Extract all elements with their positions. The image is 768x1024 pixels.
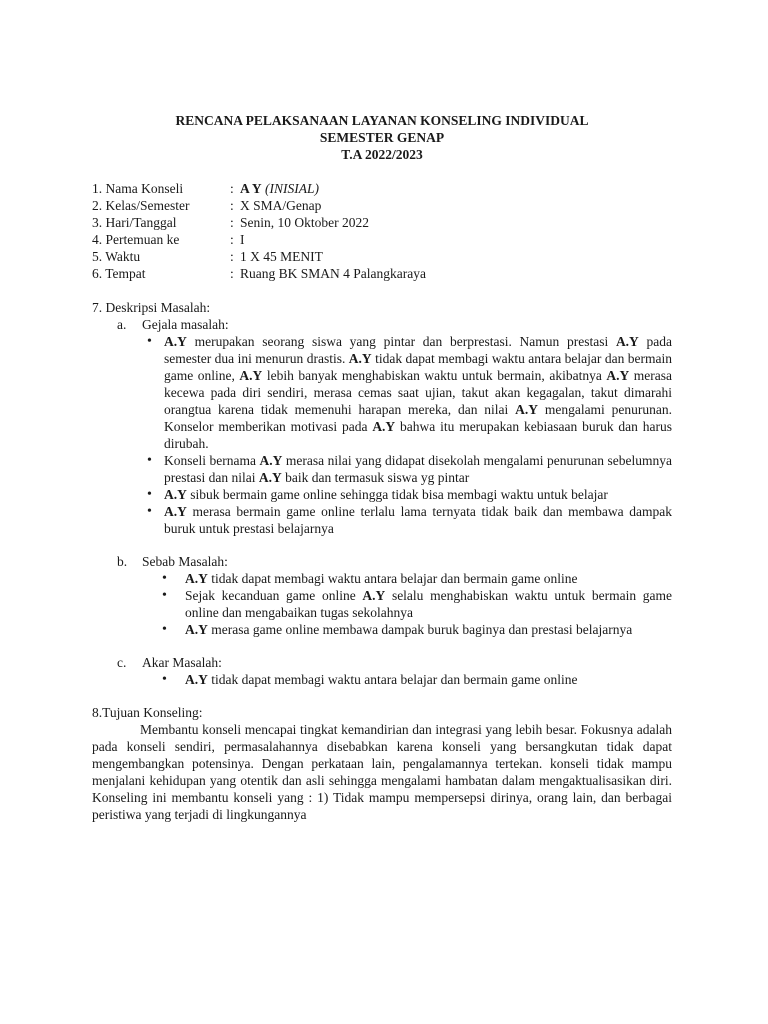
title-line-1: RENCANA PELAKSANAAN LAYANAN KONSELING INDIVIDUAL bbox=[175, 113, 589, 128]
identity-separator: : bbox=[230, 232, 234, 247]
subsection-mark: a. bbox=[117, 317, 127, 332]
spacer bbox=[92, 537, 672, 553]
identity-label: 5. Waktu bbox=[92, 249, 141, 264]
spacer bbox=[92, 282, 672, 299]
list-item: • A.Y tidak dapat membagi waktu antara belajar dan bermain game online bbox=[185, 671, 672, 688]
section-tujuan-konseling bbox=[92, 704, 672, 823]
identity-separator: : bbox=[230, 249, 234, 264]
title-line-2: SEMESTER GENAP bbox=[319, 130, 445, 145]
identity-separator: : bbox=[230, 215, 234, 230]
subsection-label: Gejala masalah: bbox=[142, 317, 229, 332]
identity-list bbox=[92, 180, 672, 282]
subsection-mark: b. bbox=[117, 554, 128, 569]
identity-separator: : bbox=[230, 198, 234, 213]
subsection-mark: c. bbox=[117, 655, 127, 670]
identity-value-italic: (INISIAL) bbox=[265, 181, 320, 196]
spacer bbox=[92, 638, 672, 654]
identity-row-kelas bbox=[92, 197, 672, 214]
bullet-list-gejala bbox=[92, 333, 672, 537]
subsection-label: Sebab Masalah: bbox=[142, 554, 228, 569]
list-item: • A.Y sibuk bermain game online sehingga tidak bisa membagi waktu untuk belajar bbox=[164, 486, 672, 503]
identity-value-bold: A Y bbox=[240, 181, 262, 196]
list-item: • Sejak kecanduan game online A.Y selalu menghabiskan waktu untuk bermain game online dan mengabaikan tugas sekolahnya bbox=[185, 587, 672, 621]
identity-value bbox=[240, 180, 672, 197]
subsection-heading-c bbox=[117, 654, 672, 671]
identity-row-tanggal bbox=[92, 214, 672, 231]
identity-label: 2. Kelas/Semester bbox=[92, 198, 190, 213]
identity-value: Ruang BK SMAN 4 Palangkaraya bbox=[240, 266, 426, 281]
subsection-label: Akar Masalah: bbox=[142, 655, 222, 670]
bullet-list-sebab bbox=[92, 570, 672, 638]
identity-row-tempat bbox=[92, 265, 672, 282]
identity-label: 4. Pertemuan ke bbox=[92, 232, 180, 247]
identity-value: 1 X 45 MENIT bbox=[240, 249, 323, 264]
identity-value: Senin, 10 Oktober 2022 bbox=[240, 215, 369, 230]
section-heading: 8.Tujuan Konseling: bbox=[92, 705, 203, 720]
subsection-heading-a bbox=[117, 316, 672, 333]
document-title bbox=[92, 112, 672, 163]
identity-label: 1. Nama Konseli bbox=[92, 181, 184, 196]
identity-row-waktu bbox=[92, 248, 672, 265]
identity-value: I bbox=[240, 232, 245, 247]
identity-label: 6. Tempat bbox=[92, 266, 146, 281]
identity-separator: : bbox=[230, 266, 234, 281]
list-item: • Konseli bernama A.Y merasa nilai yang didapat disekolah mengalami penurunan sebelumnya prestasi dan nilai A.Y baik dan termasuk siswa yg pintar bbox=[164, 452, 672, 486]
bullet-list-akar bbox=[92, 671, 672, 688]
identity-label: 3. Hari/Tanggal bbox=[92, 215, 177, 230]
spacer bbox=[92, 688, 672, 704]
list-item: • A.Y tidak dapat membagi waktu antara belajar dan bermain game online bbox=[185, 570, 672, 587]
list-item: • A.Y merasa bermain game online terlalu lama ternyata tidak baik dan membawa dampak buruk untuk prestasi belajarnya bbox=[164, 503, 672, 537]
identity-row-nama bbox=[92, 180, 672, 197]
title-line-3: T.A 2022/2023 bbox=[341, 147, 423, 162]
spacer bbox=[92, 163, 672, 180]
identity-separator: : bbox=[230, 181, 234, 196]
list-item: • A.Y merasa game online membawa dampak buruk baginya dan prestasi belajarnya bbox=[185, 621, 672, 638]
section-paragraph: Membantu konseli mencapai tingkat kemandirian dan integrasi yang lebih besar. Fokusnya adalah pada konseli sendiri, permasalahannya disebabkan karena konseli yang bersangkutan tidak dapat mengembangkan potensinya. Dengan perkataan lain, pengalamannya tertekan. konseli tidak mampu menjalani kehidupan yang otentik dan asli sehingga mengalami hambatan dalam mengaktualisasikan diri. Konseling ini membantu konseli yang : 1) Tidak mampu mempersepsi dirinya, orang lain, dan berbagai peristiwa yang terjadi di lingkungannya bbox=[92, 722, 672, 822]
subsection-heading-b bbox=[117, 553, 672, 570]
document-page bbox=[92, 112, 672, 823]
list-item: • A.Y merupakan seorang siswa yang pintar dan berprestasi. Namun prestasi A.Y pada semester dua ini menurun drastis. A.Y tidak dapat membagi waktu antara belajar dan bermain game online, A.Y lebih banyak menghabiskan waktu untuk bermain, akibatnya A.Y merasa kecewa pada diri sendiri, merasa cemas saat ujian, takut akan kegagalan, takut dimarahi orangtua karena tidak memenuhi harapan mereka, dan nilai A.Y mengalami penurunan. Konselor memberikan motivasi pada A.Y bahwa itu merupakan kebiasaan buruk dan harus dirubah. bbox=[164, 333, 672, 452]
section-heading: 7. Deskripsi Masalah: bbox=[92, 300, 211, 315]
identity-value: X SMA/Genap bbox=[240, 198, 322, 213]
identity-row-pertemuan bbox=[92, 231, 672, 248]
section-deskripsi-masalah bbox=[92, 299, 672, 688]
